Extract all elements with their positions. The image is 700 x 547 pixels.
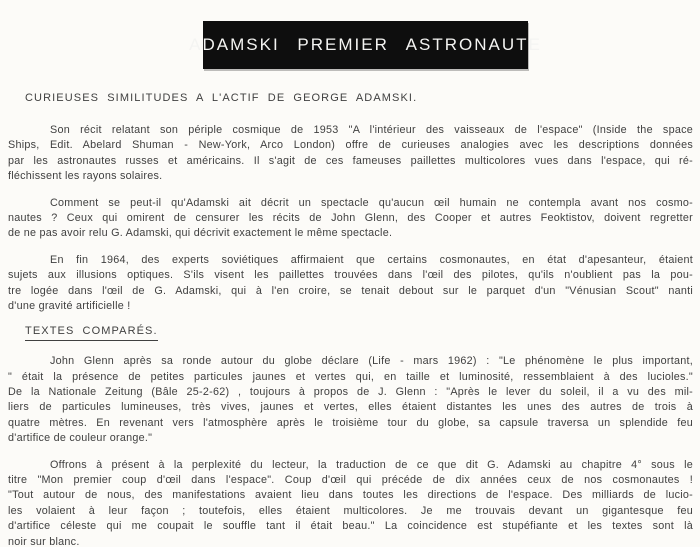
curieuses-similitudes-heading bbox=[25, 92, 693, 105]
text-line: fléchissent les rayons solaires. bbox=[8, 170, 163, 183]
paragraph-glenn bbox=[8, 354, 693, 446]
text-line: John Glenn après sa ronde autour du globe déclare (Life - mars 1962) : "Le phénomène le plus important, bbox=[50, 355, 693, 368]
title-banner bbox=[189, 21, 542, 69]
text-line: Comment se peut-il qu'Adamski ait décrit un spectacle qu'aucun œil humain ne contempla avant nos cosmo- bbox=[50, 196, 693, 209]
text-line: Son récit relatant son périple cosmique de 1953 "A l'intérieur des vaisseaux de l'espace" (Inside the space bbox=[50, 124, 693, 136]
heading-text: CURIEUSES SIMILITUDES A L'ACTIF DE GEORGE ADAMSKI. bbox=[25, 92, 418, 104]
text-line: tre logée dans l'œil de G. Adamski, qui à l'en croire, se tenait debout sur le parquet d'un "Vénusian Scout" nanti bbox=[8, 284, 693, 297]
document-content bbox=[8, 92, 693, 547]
text-line: liers de particules lumineuses, très vives, jaunes et vertes, elles étaient distantes les unes des autres de trois à bbox=[8, 401, 693, 414]
text-line: sujets aux illusions optiques. S'ils visent les paillettes trouvées dans l'œil des pilotes, qu'ils n'oublient pas la pou- bbox=[8, 269, 693, 282]
text-line: de ne pas avoir relu G. Adamski, qui décrivit exactement le même spectacle. bbox=[8, 227, 393, 240]
text-line: titre "Mon premier coup d'œil dans l'espace". Coup d'œil qui précéde de dix années ceux de nos cosmonautes ! bbox=[8, 474, 693, 487]
text-line: noir sur blanc. bbox=[8, 535, 80, 547]
paragraph-experts bbox=[8, 253, 693, 315]
text-line: Ships, Edit. Abelard Shuman - New-York, Arco London) offre de curieuses analogies avec les descriptions données bbox=[8, 139, 693, 152]
paragraph-recit bbox=[8, 123, 693, 185]
text-line: d'artifice céleste qui me coupait le souffle tant il était beau." La coincidence est stupéfiante et les textes sont là bbox=[8, 520, 693, 533]
paragraph-comment bbox=[8, 196, 693, 242]
paragraph-adamski-citation bbox=[8, 458, 693, 547]
text-line: En fin 1964, des experts soviétiques affirmaient que certains cosmonautes, en état d'apesanteur, étaient bbox=[50, 253, 693, 266]
text-line: les volaient à leur façon ; toutefois, elles étaient multicolores. Je me trouvais devant un gigantesque feu bbox=[8, 504, 693, 517]
text-line: nautes ? Ceux qui omirent de censurer les récits de John Glenn, des Cooper et autres Feoktistov, doivent regretter bbox=[8, 211, 693, 224]
banner-title: ADAMSKI PREMIER ASTRONAUTE bbox=[189, 35, 542, 54]
text-line: quatre mètres. En revenant vers l'atmosphère après le troisième tour du globe, sa capsule traversa un splendide feu bbox=[8, 416, 693, 429]
textes-compares-heading bbox=[25, 325, 693, 341]
text-line: De la Nationale Zeitung (Bâle 25-2-62) , toujours à propos de J. Glenn : "Après le lever du soleil, il a vu des mil- bbox=[8, 386, 693, 399]
text-line: " était la présence de petites particules jaunes et vertes qui, en taille et luminosité, ressemblaient à des lucioles." bbox=[8, 370, 693, 383]
text-line: Offrons à présent à la perplexité du lecteur, la traduction de ce que dit G. Adamski au chapitre 4° sous le bbox=[50, 458, 693, 471]
heading-text: TEXTES COMPARÉS. bbox=[25, 325, 158, 341]
text-line: par les astronautes russes et américains. Il s'agit de ces fameuses paillettes multicolores vues dans l'espace, qui ré- bbox=[8, 154, 693, 167]
text-line: d'une gravité artificielle ! bbox=[8, 299, 131, 312]
text-line: d'artifice de couleur orange." bbox=[8, 432, 153, 445]
text-line: "Tout autour de nous, des manifestations avaient lieu dans toutes les directions de l'espace. Des milliards de lucio- bbox=[8, 489, 693, 502]
